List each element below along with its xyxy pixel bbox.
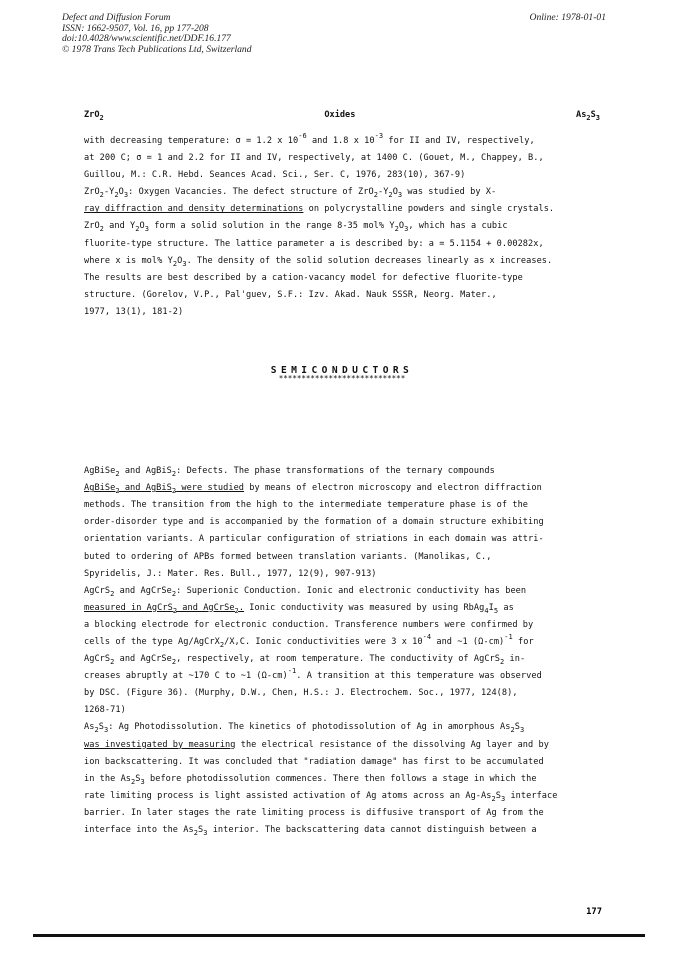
online-date: Online: 1978-01-01 [529,12,606,23]
entry-agcrs2-agcrse2: AgCrS$_2$ and AgCrSe$_2$: Superionic Conduction. Ionic and electronic conductivity has been measured in AgCrS$_2$ and AgCrSe$_2$. Ionic conductivity was measured by using $RbAg_4I_5$ as a blocking electrode for electronic conduction. Transference numbers were confirmed by cells of the type Ag/AgCrX$_2$/X,C. Ionic conductivities were 3 x $10^{-4}$ and ~1 $(\Omega-cm)^{-1}$ for AgCrS$_2$ and AgCrSe$_2$, respectively, at room temperature. The conductivity of AgCrS$_2$ in- creases abruptly at ~170 C to ~1 $(\Omega-cm)^{-1}$. A transition at this temperature was observed by DSC. (Figure 36). (Murphy, D.W., Chen, H.S.: J. Electrochem. Soc., 1977, 124(8), 1268-71) [84,585,542,716]
copyright-line: © 1978 Trans Tech Publications Ltd, Switzerland [62,43,252,55]
issn-line: ISSN: 1662-9507, Vol. 16, pp 177-208 [62,22,209,34]
bottom-rule [33,934,645,937]
running-head [84,100,600,120]
entry-agbise2-agbis2: AgBiSe$_2$ and AgBiS$_2$: Defects. The phase transformations of the ternary compounds AgBiSe$_2$ and AgBiS$_2$ were studied by means of electron microscopy and electron diffraction methods. The transition from the high to the intermediate temperature phase is of the order-disorder type and is accompanied by the formation of a domain structure exhibiting orientation variants. A particular configuration of striations in each domain was attri- buted to ordering of APBs formed between translation variants. (Manolikas, C., Spyridelis, J.: Mater. Res. Bull., 1977, 12(9), 907-913) [84,466,544,579]
page-body [84,100,600,839]
page-number: 177 [586,907,602,917]
paragraph-zro2-continued: with decreasing temperature: σ = 1.2 x $10^{-6}$ and 1.8 x $10^{-3}$ for II and IV, respectively, at 200 C; σ = 1 and 2.2 for II and IV, respectively, at 1400 C. (Gouet, M., Chappey, B., Guillou, M.: C.R. Hebd. Seances Acad. Sci., Ser. C, 1976, 283(10), 367-9) [84,132,544,181]
doi-line: doi:10.4028/www.scientific.net/DDF.16.177 [62,33,231,45]
running-head-left: ZrO$_2$ [84,110,104,122]
section-heading: SEMICONDUCTORS [270,365,414,377]
entry-zro2-y2o3: $ZrO_2-Y_2O_3$: Oxygen Vacancies. The defect structure of $ZrO_2-Y_2O_3$ was studied by X- ray diffraction and density determinations on polycrystalline powders and single crystals. ZrO$_2$ and $Y_2O_3$ form a solid solution in the range 8-35 mol% $Y_2O_3$, which has a cubic fluorite-type structure. The lattice parameter a is described by: a = 5.1154 + 0.00282x, where x is mol% $Y_2O_3$. The density of the solid solution decreases linearly as x increases. The results are best described by a cation-vacancy model for defective fluorite-type structure. (Gorelov, V.P., Pal'guev, S.F.: Izv. Akad. Nauk SSSR, Neorg. Mater., 1977, 13(1), 181-2) [84,187,555,317]
running-head-right: $As_2S_3$ [576,110,600,122]
citation-header [62,13,252,55]
journal-name: Defect and Diffusion Forum [62,12,171,23]
running-head-center: Oxides [324,110,356,120]
entry-as2s3: $As_2S_3$: Ag Photodissolution. The kinetics of photodissolution of Ag in amorphous $As_2S_3$ was investigated by measuring the electrical resistance of the dissolving Ag layer and by ion backscattering. It was concluded that "radiation damage" has first to be accumulated in the $As_2S_3$ before photodissolution commences. There then follows a stage in which the rate limiting process is light assisted activation of Ag atoms across an $Ag-As_2S_3$ interface barrier. In later stages the rate limiting process is diffusive transport of Ag from the interface into the $As_2S_3$ interior. The backscattering data cannot distinguish between a [84,722,558,837]
section-heading-rule: **************************** [278,374,406,384]
